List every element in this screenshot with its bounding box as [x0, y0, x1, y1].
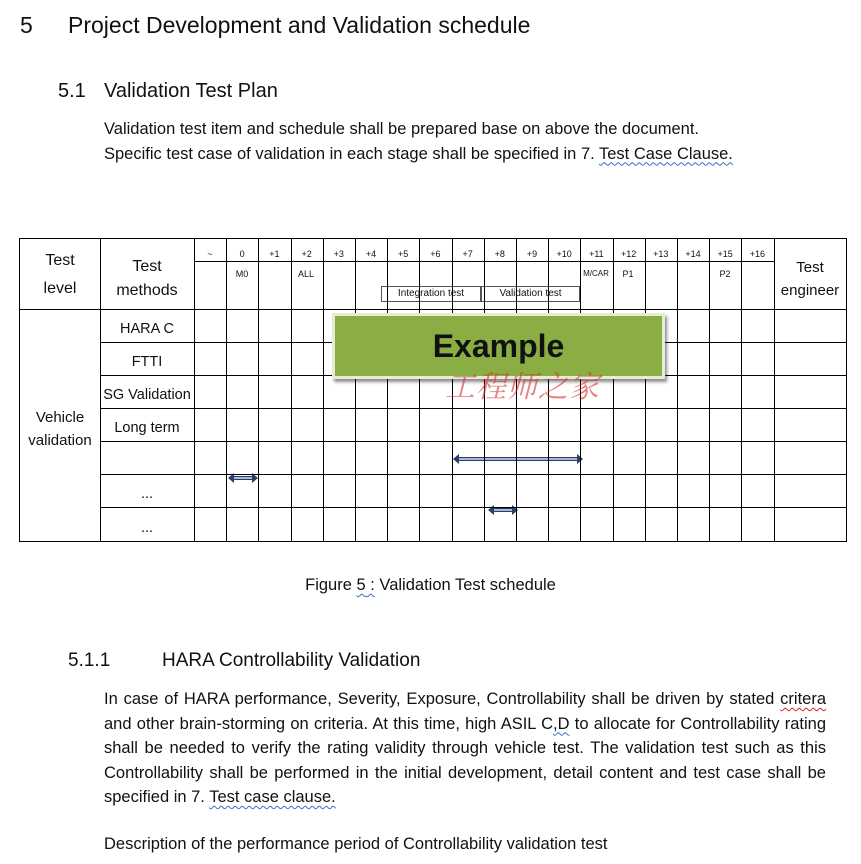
grid-line-vertical: [774, 239, 775, 541]
caption-separator: :: [365, 576, 375, 594]
column-label: +12: [620, 249, 637, 259]
paragraph-line: Validation test item and schedule shall be prepared base on above the document.: [104, 120, 700, 138]
header-text: Test: [132, 258, 162, 275]
row-label-ellipsis: ...: [140, 520, 154, 536]
grid-line-vertical: [258, 239, 259, 541]
header-test-engineer: [773, 256, 847, 302]
paragraph-text: In case of HARA performance, Severity, Exposure, Controllability shall be driven by stated: [104, 690, 781, 708]
grid-line-vertical: [194, 239, 195, 541]
grid-line-horizontal: [100, 408, 846, 409]
grid-line-horizontal: [20, 309, 846, 310]
row-label-ellipsis: ...: [140, 486, 154, 502]
test-case-clause-link[interactable]: Test Case Clause.: [599, 144, 733, 163]
header-text: Test: [796, 259, 824, 276]
milestone-all: ALL: [297, 269, 314, 279]
example-text: Example: [432, 328, 565, 364]
column-label: +3: [333, 249, 344, 259]
header-text: engineer: [780, 282, 840, 299]
grid-line-vertical: [613, 239, 614, 541]
section-title: Validation Test Plan: [104, 80, 278, 102]
row-label-sg-validation: SG Validation: [103, 387, 191, 403]
section-5-heading: [20, 12, 530, 39]
header-text: methods: [116, 282, 178, 299]
column-label: +15: [717, 249, 733, 259]
column-label: +9: [526, 249, 538, 259]
column-label: ~: [207, 249, 213, 259]
intro-paragraph: [104, 117, 824, 166]
column-label: +8: [494, 249, 505, 259]
level-label-vehicle-validation: [20, 406, 100, 452]
row-label-long-term: Long term: [114, 420, 180, 436]
section-5-1-1-heading: [68, 650, 420, 672]
row-label-hara-c: HARA C: [120, 321, 174, 337]
section-number: 5.1.1: [68, 650, 111, 671]
grid-line-vertical: [709, 239, 710, 541]
hara-paragraph: [104, 687, 826, 810]
level-text: validation: [28, 432, 92, 449]
schedule-bar: [233, 476, 253, 480]
figure-caption: [0, 576, 861, 595]
section-title: HARA Controllability Validation: [162, 650, 421, 671]
validation-schedule-table: [19, 238, 847, 542]
paragraph-text: to allocate for Controllability rating shall be needed to verify the rating validity through vehicle test. The validation test such as this Controllability shall be performed in the initial development, detail content and test case shall be specified in 7.: [104, 714, 826, 806]
watermark-text: 工程师之家: [445, 370, 600, 405]
header-test-methods: [100, 255, 194, 303]
column-label: +14: [685, 249, 701, 259]
level-text: Vehicle: [35, 409, 85, 426]
milestone-p1: P1: [622, 269, 634, 279]
section-number: 5: [20, 12, 33, 38]
grid-line-vertical: [387, 239, 388, 541]
caption-text: Validation Test schedule: [374, 576, 556, 594]
milestone-p2: P2: [719, 269, 731, 279]
schedule-bar: [493, 508, 513, 512]
column-label: +4: [365, 249, 377, 259]
column-label: +10: [556, 249, 572, 259]
caption-prefix: Figure: [305, 576, 357, 594]
column-label: +16: [749, 249, 766, 259]
grid-line-vertical: [291, 239, 292, 541]
grid-line-horizontal: [100, 441, 846, 442]
grid-line-vertical: [645, 239, 646, 541]
section-number: 5.1: [58, 80, 86, 102]
milestone-mcar: M/CAR: [583, 269, 609, 278]
column-label: +1: [269, 249, 280, 259]
header-test-level: [20, 249, 100, 301]
paragraph-line: [104, 142, 824, 167]
column-label: +6: [430, 249, 441, 259]
paragraph-text: Specific test case of validation in each stage shall be specified in 7.: [104, 144, 599, 163]
grid-line-vertical: [419, 239, 420, 541]
section-title: Project Development and Validation schedule: [68, 12, 531, 38]
grid-line-horizontal: [100, 474, 846, 475]
grid-line-vertical: [226, 239, 227, 541]
column-label: +11: [589, 249, 604, 259]
paragraph-text: and other brain-storming on criteria. At this time, high ASIL C: [104, 714, 554, 733]
column-label: +7: [462, 249, 473, 259]
description-paragraph: Description of the performance period of Controllability validation test: [104, 835, 608, 853]
schedule-bar: [458, 457, 578, 461]
milestone-m0: M0: [235, 269, 249, 279]
grid-line-header: [194, 261, 774, 262]
header-text: Test: [45, 252, 75, 269]
grid-line-vertical: [355, 239, 356, 541]
column-label: +5: [398, 249, 409, 259]
caption-number: 5: [356, 576, 366, 594]
column-label: +13: [653, 249, 669, 259]
row-label-ftti: FTTI: [131, 354, 163, 370]
phase-integration-test: Integration test: [381, 286, 481, 302]
grid-line-horizontal: [100, 507, 846, 508]
grid-line-vertical: [323, 239, 324, 541]
spellcheck-word: critera: [780, 690, 826, 708]
grammar-mark: ,D: [553, 714, 570, 733]
column-label: +2: [301, 249, 312, 259]
grid-line-vertical: [741, 239, 742, 541]
grid-line-vertical: [677, 239, 678, 541]
phase-validation-test: Validation test: [481, 286, 580, 302]
test-case-clause-link[interactable]: Test case clause.: [209, 788, 336, 806]
grid-line-vertical: [100, 239, 101, 541]
section-5-1-heading: [58, 80, 278, 103]
column-label: 0: [239, 249, 245, 259]
header-text: level: [43, 280, 77, 297]
